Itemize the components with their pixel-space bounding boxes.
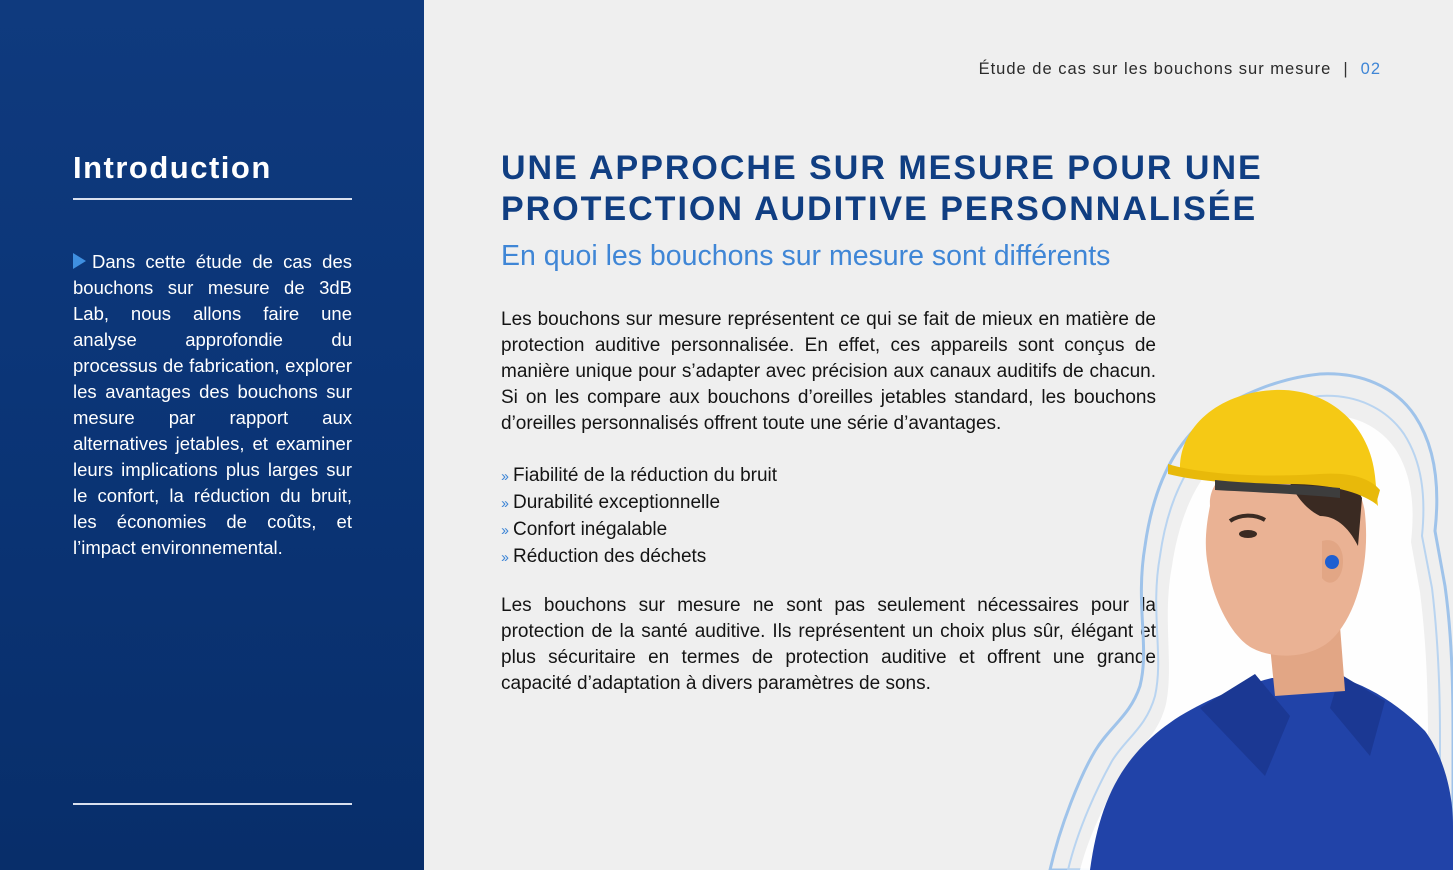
- document-title: Étude de cas sur les bouchons sur mesure: [978, 60, 1332, 78]
- double-chevron-icon: ››: [501, 522, 507, 539]
- main-title: UNE APPROCHE SUR MESURE POUR UNE PROTECTION AUDITIVE PERSONNALISÉE: [501, 149, 1263, 228]
- sidebar-paragraph: Dans cette étude de cas des bouchons sur mesure de 3dB Lab, nous allons faire une analyse approfondie du processus de fabrication, explorer les avantages des bouchons sur mesure par rapport aux alternatives jetables, et examiner leurs implications plus larges sur le confort, la réduction du bruit, les économies de coûts, et l’impact environnemental.: [73, 251, 352, 558]
- sidebar-bottom-divider: [73, 803, 352, 805]
- intro-paragraph: Les bouchons sur mesure représentent ce qui se fait de mieux en matière de protection auditive personnalisée. En effet, ces appareils sont conçus de manière unique pour s’adapter avec précision aux canaux auditifs de chacun. Si on les compare aux bouchons d’oreilles jetables standard, les bouchons d’oreilles personnalisés offrent toute une série d’avantages.: [501, 309, 1156, 434]
- header-separator: |: [1343, 60, 1349, 78]
- sidebar-title: Introduction: [73, 150, 272, 185]
- page-header: [979, 60, 1381, 79]
- bullet-text: Réduction des déchets: [513, 546, 707, 567]
- list-item: [501, 463, 777, 490]
- bullet-text: Durabilité exceptionnelle: [513, 492, 721, 513]
- double-chevron-icon: ››: [501, 549, 507, 566]
- sidebar-top-divider: [73, 198, 352, 200]
- list-item: [501, 544, 777, 571]
- double-chevron-icon: ››: [501, 468, 507, 485]
- subtitle: En quoi les bouchons sur mesure sont différents: [501, 240, 1111, 272]
- benefits-list: [501, 463, 777, 571]
- bullet-text: Fiabilité de la réduction du bruit: [513, 465, 778, 486]
- sidebar-intro-text: [73, 249, 352, 561]
- closing-paragraph: Les bouchons sur mesure ne sont pas seulement nécessaires pour la protection de la santé auditive. Ils représentent un choix plus sûr, élégant et plus sécuritaire en termes de protection auditive et offrent une grande capacité d’adaptation à divers paramètres de sons.: [501, 595, 1156, 694]
- list-item: [501, 517, 777, 544]
- double-chevron-icon: ››: [501, 495, 507, 512]
- triangle-bullet-icon: [73, 253, 86, 269]
- earplug-icon: [1325, 555, 1339, 569]
- list-item: [501, 490, 777, 517]
- eye: [1239, 530, 1257, 538]
- page-number: 02: [1360, 60, 1381, 78]
- worker-with-earplug-illustration: [1040, 356, 1453, 870]
- bullet-text: Confort inégalable: [513, 519, 668, 540]
- intro-sidebar: [0, 0, 424, 870]
